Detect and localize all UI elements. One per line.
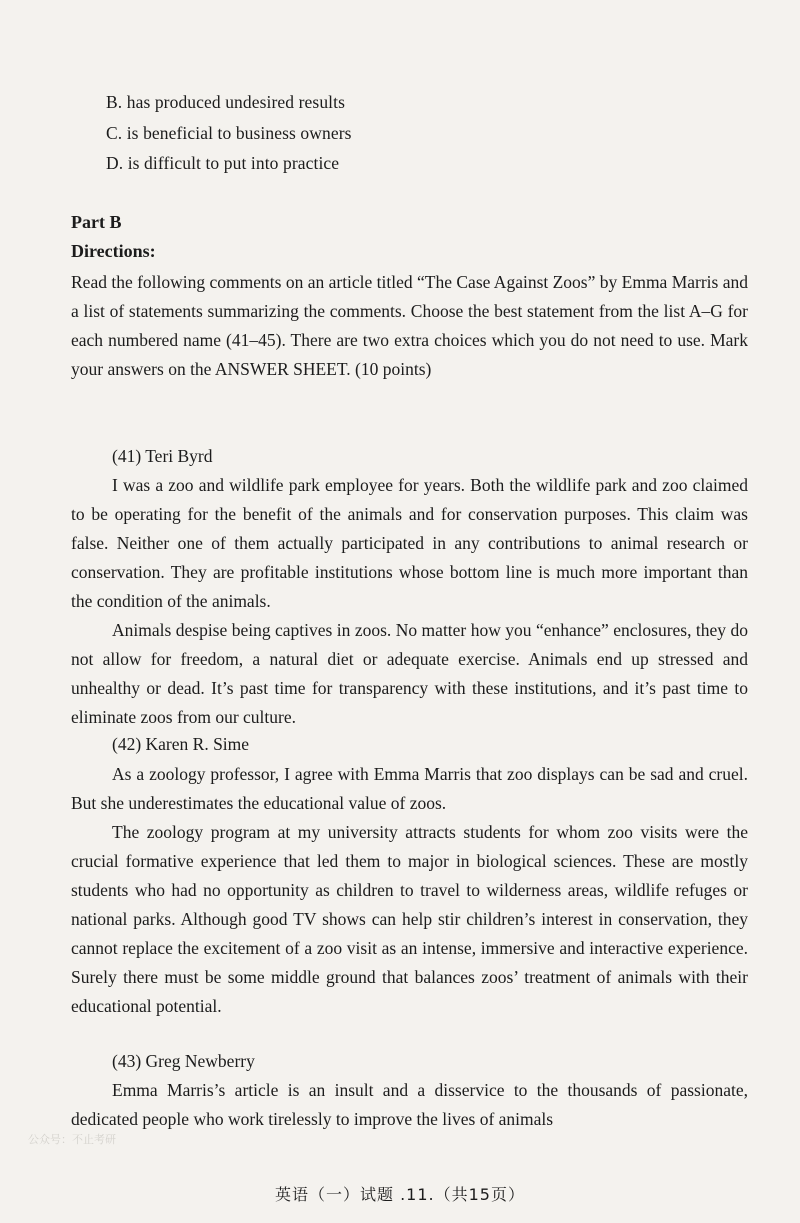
comment-41-paragraph-1: I was a zoo and wildlife park employee for years. Both the wildlife park and zoo claimed to be operating for the benefit of the animals and for conservation purposes. This claim was false. Neither one of them actually participated in any contributions to animal research or conservation. They are profitable institutions whose bottom line is much more important than the condition of the animals. (71, 475, 748, 611)
directions-label: Directions: (71, 241, 156, 261)
comment-42-name: (42) Karen R. Sime (112, 734, 250, 754)
comment-41-name: (41) Teri Byrd (112, 446, 213, 466)
comment-42-paragraph-1: As a zoology professor, I agree with Emma Marris that zoo displays can be sad and cruel. But she underestimates the educational value of zoos. (71, 764, 748, 813)
comment-42-paragraph-2: The zoology program at my university attracts students for whom zoo visits were the crucial formative experience that led them to major in biological sciences. These are mostly students who had no opportunity as children to travel to wilderness areas, wildlife refuges or national parks. Although good TV shows can help stir children’s interest in conservation, they cannot replace the excitement of a zoo visit as an intense, immersive and interactive experience. Surely there must be some middle ground that balances zoos’ treatment of animals with their educational potential. (71, 822, 748, 1016)
comment-41-paragraph-2: Animals despise being captives in zoos. No matter how you “enhance” enclosures, they do not allow for freedom, a natural diet or adequate exercise. Animals end up stressed and unhealthy or dead. It’s past time for transparency with these institutions, and it’s past time to eliminate zoos from our culture. (71, 620, 748, 727)
comment-43-name: (43) Greg Newberry (112, 1051, 255, 1071)
option-b: B. has produced undesired results (106, 92, 346, 112)
comment-43-paragraph-1: Emma Marris’s article is an insult and a disservice to the thousands of passionate, dedicated people who work tirelessly to improve the lives of animals (71, 1080, 748, 1129)
watermark: 公众号：不止考研 (28, 1133, 116, 1146)
page-footer: 英语（一）试题 .11.（共15页） (275, 1185, 525, 1204)
part-title: Part B (71, 212, 122, 232)
option-c: C. is beneficial to business owners (106, 123, 352, 143)
directions-text: Read the following comments on an article titled “The Case Against Zoos” by Emma Marris and a list of statements summarizing the comments. Choose the best statement from the list A–G for each numbered name (41–45). There are two extra choices which you do not need to use. Mark your answers on the ANSWER SHEET. (10 points) (71, 272, 748, 379)
option-d: D. is difficult to put into practice (106, 153, 340, 173)
